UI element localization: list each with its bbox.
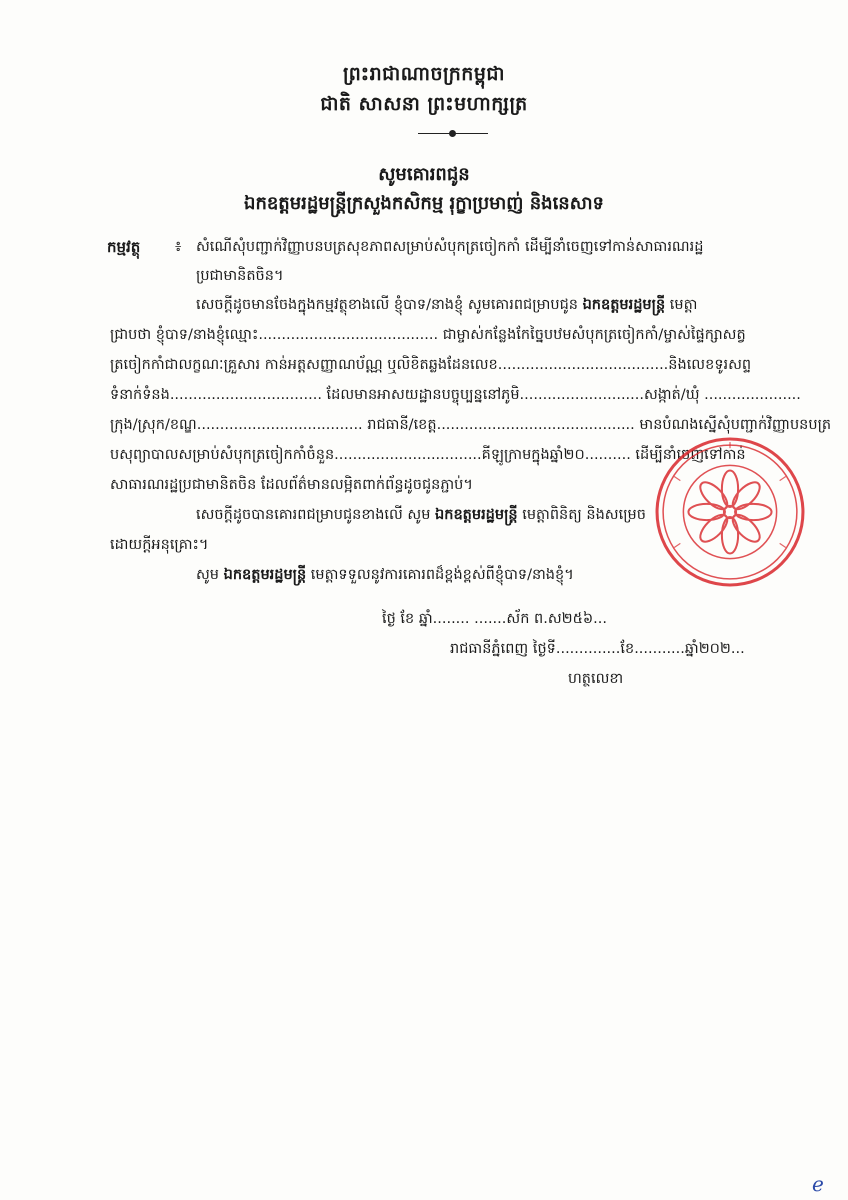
subject-line-1: សំណើសុំបញ្ជាក់វិញ្ញាបនបត្រសុខភាពសម្រាប់សំបុកត្រចៀកកាំ ដើម្បីនាំចេញទៅកាន់សាធារណរដ្ឋ (196, 239, 704, 255)
divider-ornament (449, 130, 456, 137)
minister-ref: ឯកឧត្តមរដ្ឋមន្ត្រី (223, 567, 307, 583)
national-motto: ជាតិ សាសនា ព្រះមហាក្សត្រ (320, 93, 528, 115)
subject-separator: ៖ (175, 239, 182, 255)
paragraph-1-line-2: ជ្រាបថា ខ្ញុំបាទ/នាងខ្ញុំឈ្មោះ....................................... ជាម្ចាស់កន្លែងកែច្នៃបឋមសំបុកត្រចៀកកាំ/ម្ចាស់ផ្ទៃក្សាសត្វ (110, 327, 746, 343)
official-stamp (654, 436, 806, 588)
minister-ref: ឯកឧត្តមរដ្ឋមន្ត្រី (582, 297, 666, 313)
salutation: សូមគោរពជូន (378, 164, 470, 185)
solar-date-line: រាជធានីភ្នំពេញ ថ្ងៃទី..............ខែ...........ឆ្នាំ២០២... (450, 641, 745, 657)
signature-label: ហត្ថលេខា (568, 671, 624, 687)
paragraph-1-line-7: សាធារណរដ្ឋប្រជាមានិតចិន ដែលព័ត៌មានលម្អិតពាក់ព័ន្ធដូចជូនភ្ជាប់។ (110, 477, 473, 493)
lunar-date-line: ថ្ងៃ ខែ ឆ្នាំ........ .......ស័ក ព.ស២៥៦... (382, 611, 607, 627)
kingdom-title: ព្រះរាជាណាចក្រកម្ពុជា (343, 63, 505, 85)
paragraph-1-line-1: សេចក្តីដូចមានចែងក្នុងកម្មវត្ថុខាងលើ ខ្ញុំបាទ/នាងខ្ញុំ សូមគោរពជម្រាបជូន ឯកឧត្តមរដ្ឋមន្ត្រី មេត្តា (196, 297, 698, 313)
paragraph-1-line-5: ក្រុង/ស្រុក/ខណ្ឌ.................................... រាជធានី/ខេត្ត........................................... មានបំណងស្នើសុំបញ្ជាក់វិញ្ញាបនបត្រ (110, 417, 832, 433)
subject-line-2: ប្រជាមានិតចិន។ (196, 268, 284, 284)
addressee-title: ឯកឧត្តមរដ្ឋមន្ត្រីក្រសួងកសិកម្ម រុក្ខាប្រមាញ់ និងនេសាទ (244, 193, 604, 214)
closing-line: សូម ឯកឧត្តមរដ្ឋមន្ត្រី មេត្តាទទួលនូវការគោរពដ៏ខ្ពង់ខ្ពស់ពីខ្ញុំបាទ/នាងខ្ញុំ។ (196, 567, 574, 583)
subject-label: កម្មវត្ថុ (107, 238, 141, 256)
paragraph-1-line-4: ទំនាក់ទំនង................................. ដែលមានអាសយដ្ឋានបច្ចុប្បន្ននៅភូមិ...........................សង្កាត់/ឃុំ ..................... (110, 387, 801, 403)
corner-mark-icon: ℯ (812, 1172, 824, 1196)
paragraph-1-line-6: បសុព្យាបាលសម្រាប់សំបុកត្រចៀកកាំចំនួន................................គីឡូក្រាមក្នុងឆ្នាំ២០.......... ដើម្បីនាំចេញទៅកាន់ (110, 447, 746, 463)
paragraph-2-line-1: សេចក្តីដូចបានគោរពជម្រាបជូនខាងលើ សូម ឯកឧត្តមរដ្ឋមន្ត្រី មេត្តាពិនិត្យ និងសម្រេច (196, 507, 646, 523)
paragraph-2-line-2: ដោយក្តីអនុគ្រោះ។ (110, 537, 209, 553)
paragraph-1-line-3: ត្រចៀកកាំជាលក្ខណៈគ្រួសារ កាន់អត្តសញ្ញាណប័ណ្ណ ឬលិខិតឆ្លងដែនលេខ.....................................និងលេខទូរសព្ទ (110, 357, 752, 373)
minister-ref: ឯកឧត្តមរដ្ឋមន្ត្រី (435, 507, 518, 523)
